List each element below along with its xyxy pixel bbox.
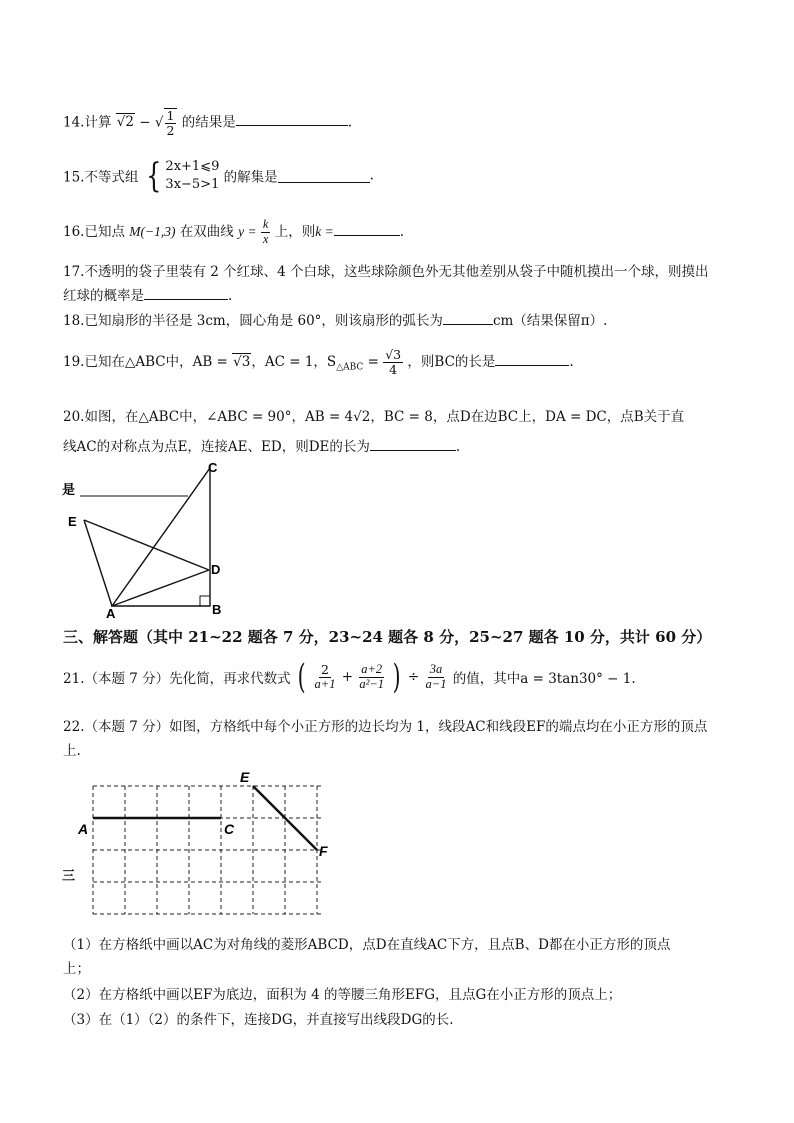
question-22-line1: 22.（本题 7 分）如图，方格纸中每个小正方形的边长均为 1，线段AC和线段EF的端点均在小正方形的顶点	[63, 719, 708, 735]
question-19: 19.已知在△ABC中，AB = √3，AC = 1，$S_{\triangle ABC}$ = $\frac{√3}{4}$ ，则BC的长是 .	[63, 347, 574, 377]
fraction-sqrt3-over-4: $\frac{√3}{4}$	[385, 347, 402, 377]
question-14: 14.计算 √2 − √ $\frac{1}{2}$ 的结果是 .	[63, 108, 353, 138]
segment-ad	[112, 570, 209, 606]
answer-blank-15[interactable]	[278, 168, 370, 183]
label-b: B	[212, 602, 222, 617]
question-22-line2: 上.	[63, 743, 81, 759]
answer-blank-16[interactable]	[334, 221, 400, 236]
label-c: C	[208, 460, 218, 475]
label-a: A	[78, 821, 89, 837]
answer-blank-18[interactable]	[443, 310, 493, 325]
question-22-part3: （3）在（1）（2）的条件下，连接DG，并直接写出线段DG的长.	[63, 1012, 454, 1028]
question-22-part1-line1: （1）在方格纸中画以AC为对角线的菱形ABCD，点D在直线AC下方，且点B、D都在小正方形的顶点	[63, 937, 671, 953]
fraction-k-over-x: $\frac{k}{x}$	[262, 217, 269, 246]
label-f: F	[319, 843, 328, 859]
question-20-line1: 20.如图，在△ABC中，∠ABC = 90°，AB = 4√2，BC = 8，点D在边BC上，DA = DC，点B关于直	[63, 409, 685, 425]
inequality-system: { 2x+1⩽9 3x−5>1	[146, 155, 220, 196]
question-22-part1-line2: 上；	[63, 961, 90, 977]
question-16: 16.已知点 M(−1,3) 在双曲线 y = $\frac{k}{x}$ 上，则k = .	[63, 217, 405, 246]
question-17-line2: 红球的概率是 .	[63, 284, 232, 304]
label-d: D	[211, 562, 221, 577]
segment-ae	[84, 520, 112, 606]
question-20-line2: 线AC的对称点为点E，连接AE、ED，则DE的长为 .	[63, 435, 460, 455]
sqrt-half: $\frac{1}{2}$	[164, 108, 178, 138]
answer-blank-17[interactable]	[144, 285, 228, 300]
question-21: 21.（本题 7 分）先化简，再求代数式 ( $\frac{2}{a+1}$ + $\frac{a+2}{\text{a²−1}}$ ) ÷ $\frac{3a}{a-1}$ 的值，其中a = 3tan30° − 1.	[63, 657, 636, 697]
label-e: E	[68, 514, 77, 529]
question-15: 15.不等式组 { 2x+1⩽9 3x−5>1 的解集是 .	[63, 155, 374, 196]
side-char: 三	[62, 868, 76, 883]
answer-blank-20[interactable]	[370, 436, 456, 451]
question-17-line1: 17.不透明的袋子里装有 2 个红球、4 个白球，这些球除颜色外无其他差别从袋子中随机摸出一个球，则摸出	[63, 264, 709, 280]
label-e: E	[240, 769, 250, 785]
sqrt-2: √2	[116, 114, 134, 131]
grid-lines	[93, 786, 322, 914]
label-c: C	[224, 821, 235, 837]
triangle-figure	[60, 460, 230, 620]
right-angle-mark	[200, 596, 210, 606]
label-a: A	[106, 606, 116, 620]
question-22-part2: （2）在方格纸中画以EF为底边，面积为 4 的等腰三角形EFG，且点G在小正方形的顶点上；	[63, 987, 622, 1003]
section-3-title: 三、解答题（其中 21~22 题各 7 分，23~24 题各 8 分，25~27 题各 10 分，共计 60 分）	[63, 628, 712, 646]
grid-figure	[60, 762, 350, 922]
segment-ed	[84, 520, 209, 570]
answer-blank-19[interactable]	[495, 351, 569, 366]
question-18: 18.已知扇形的半径是 3cm，圆心角是 60°，则该扇形的弧长为 cm（结果保留π）.	[63, 309, 607, 329]
answer-blank-14[interactable]	[236, 111, 348, 126]
partial-text-shi: 是	[62, 482, 76, 497]
